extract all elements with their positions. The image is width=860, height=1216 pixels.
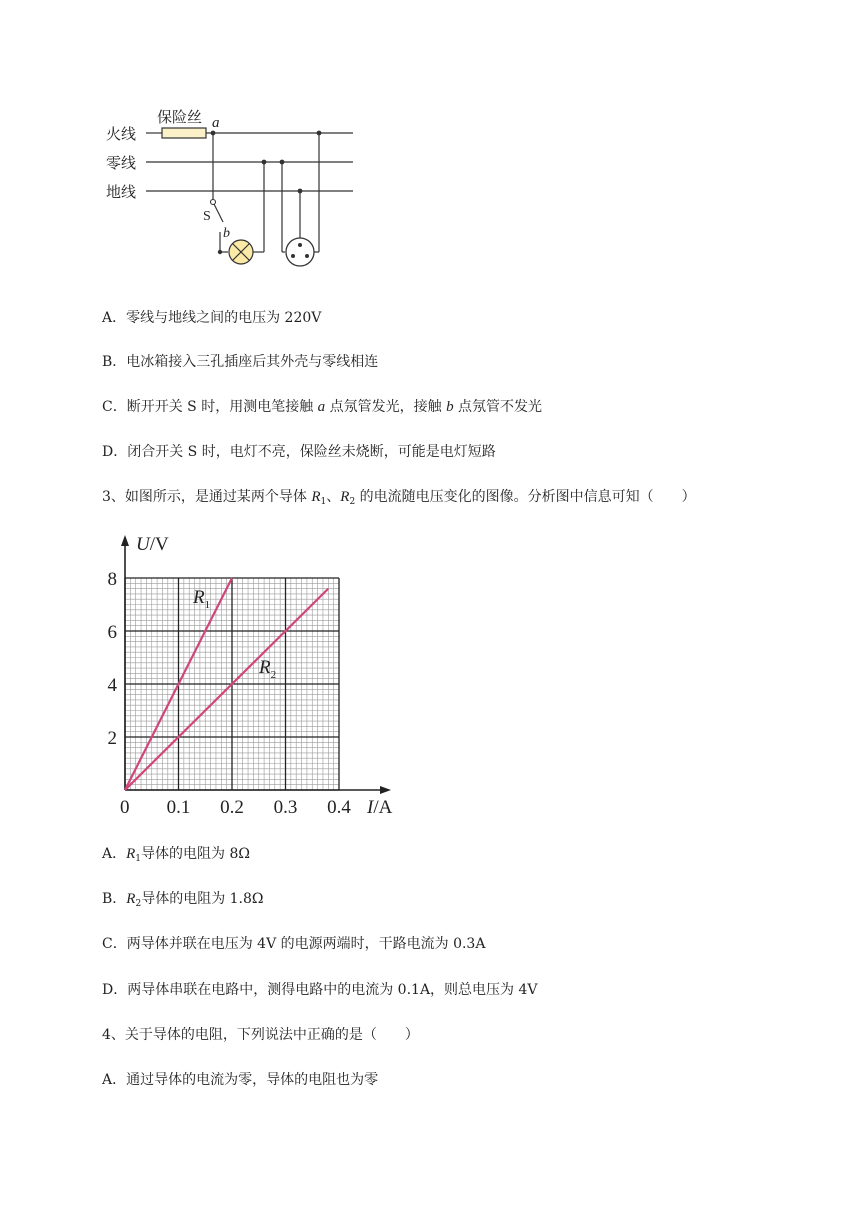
q2-option-c-mid: 点氖管发光，接触	[325, 399, 447, 415]
q3-option-b-sub: 2	[135, 899, 142, 909]
switch-pivot	[211, 200, 216, 205]
q2-option-c-post: 点氖管不发光	[453, 399, 543, 415]
x-tick-label: 0.2	[220, 797, 244, 818]
q2-option-d[interactable]: D．闭合开关 S 时，电灯不亮，保险丝未烧断，可能是电灯短路	[102, 444, 496, 460]
point-a-label: a	[212, 115, 220, 131]
origin-label: 0	[120, 797, 130, 818]
q3-r2-sub: 2	[349, 497, 356, 507]
q3-option-b-r: R	[126, 891, 136, 907]
q3-option-b-text: 导体的电阻为 1.8Ω	[141, 891, 264, 907]
x-axis-arrow-icon	[380, 786, 391, 794]
y-tick-label: 4	[107, 675, 117, 696]
q3-option-a-text: 导体的电阻为 8Ω	[141, 846, 250, 862]
u-i-chart	[100, 530, 410, 825]
y-tick-label: 8	[107, 569, 117, 590]
q3-option-b-letter: B．	[102, 891, 127, 907]
q3-option-a-sub: 1	[135, 854, 142, 864]
tick-labels	[108, 569, 352, 818]
switch-blade	[214, 204, 223, 222]
q3-r1-sub: 1	[320, 497, 327, 507]
q2-option-c-b: b	[446, 399, 454, 415]
y-axis-arrow-icon	[121, 535, 129, 546]
series-label-r2: $R_2$	[259, 657, 277, 681]
y-axis-label: U/V	[136, 534, 169, 555]
fire-wire-label: 火线	[106, 125, 137, 143]
neutral-wire-label: 零线	[106, 154, 137, 172]
x-tick-label: 0.1	[166, 797, 191, 818]
q3-stem	[102, 487, 696, 512]
q3-option-a[interactable]	[102, 844, 250, 869]
lamp-icon	[229, 240, 253, 264]
q3-option-c[interactable]: C．两导体并联在电压为 4V 的电源两端时，干路电流为 0.3A	[102, 936, 486, 952]
point-b-label: b	[223, 226, 230, 241]
switch-label: S	[203, 209, 211, 224]
q3-sep: 、	[326, 489, 341, 505]
junction-dot	[211, 131, 216, 136]
q4-stem: 4、关于导体的电阻，下列说法中正确的是（ ）	[102, 1027, 419, 1043]
junction-dot	[298, 189, 303, 194]
q3-stem-post: 的电流随电压变化的图像。分析图中信息可知（ ）	[355, 489, 696, 505]
junction-dot	[262, 160, 267, 165]
q2-option-b[interactable]: B．电冰箱接入三孔插座后其外壳与零线相连	[102, 354, 379, 370]
q3-option-d[interactable]: D．两导体串联在电路中，测得电路中的电流为 0.1A，则总电压为 4V	[102, 982, 538, 998]
q2-option-a[interactable]: A．零线与地线之间的电压为 220V	[102, 310, 322, 326]
q3-option-a-r: R	[126, 846, 136, 862]
x-axis-label: I/A	[367, 797, 393, 818]
q3-stem-pre: 3、如图所示，是通过某两个导体	[102, 489, 312, 505]
q2-option-c-a: a	[317, 399, 326, 415]
q3-option-a-letter: A．	[102, 846, 127, 862]
junction-dot	[280, 160, 285, 165]
q3-option-b[interactable]	[102, 889, 264, 914]
x-tick-label: 0.3	[273, 797, 298, 818]
circuit-diagram	[100, 100, 370, 275]
ground-wire-label: 地线	[106, 183, 137, 201]
q4-option-a[interactable]: A．通过导体的电流为零，导体的电阻也为零	[102, 1072, 379, 1088]
y-tick-label: 2	[107, 728, 117, 749]
q2-option-c[interactable]	[102, 397, 542, 417]
series-label-r1: $R_1$	[193, 587, 211, 611]
fuse	[162, 128, 206, 138]
x-tick-label: 0.4	[327, 797, 351, 818]
q3-r1: R	[311, 489, 321, 505]
y-tick-label: 6	[107, 622, 117, 643]
q2-option-c-pre: C．断开开关 S 时，用测电笔接触	[102, 399, 318, 415]
junction-dot	[317, 131, 322, 136]
q3-r2: R	[340, 489, 350, 505]
fuse-label: 保险丝	[157, 108, 203, 126]
socket-icon	[286, 238, 314, 266]
